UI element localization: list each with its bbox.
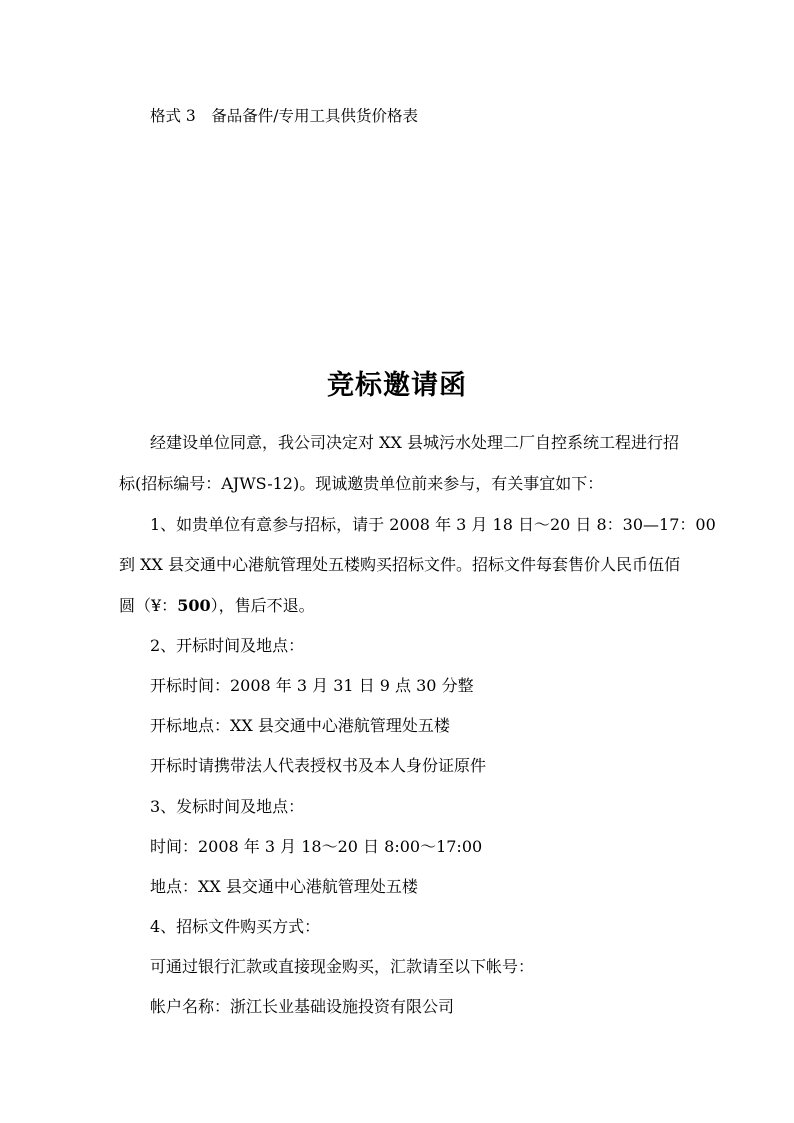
payment-note: 可通过银行汇款或直接现金购买，汇款请至以下帐号： (150, 957, 535, 976)
intro-line-1: 经建设单位同意，我公司决定对 XX 县城污水处理二厂自控系统工程进行招 (150, 433, 679, 452)
section1-line-1: 1、如贵单位有意参与招标，请于 2008 年 3 月 18 日～20 日 8：30—17：00 (150, 515, 716, 534)
price-amount: 500 (177, 596, 211, 615)
account-name: 帐户名称：浙江长业基础设施投资有限公司 (150, 997, 455, 1016)
intro-line-2: 标(招标编号：AJWS-12)。现诚邀贵单位前来参与，有关事宜如下： (119, 474, 604, 493)
section2-heading: 2、开标时间及地点： (150, 636, 305, 655)
issue-place: 地点：XX 县交通中心港航管理处五楼 (150, 877, 418, 896)
bid-opening-note: 开标时请携带法人代表授权书及本人身份证原件 (150, 756, 487, 775)
section4-heading: 4、招标文件购买方式： (150, 917, 321, 936)
price-prefix: 圆（¥： (119, 596, 178, 615)
bid-opening-time: 开标时间：2008 年 3 月 31 日 9 点 30 分整 (150, 676, 474, 695)
format-label: 格式 3 备品备件/专用工具供货价格表 (150, 107, 419, 125)
bid-opening-place: 开标地点：XX 县交通中心港航管理处五楼 (150, 716, 450, 735)
issue-time: 时间：2008 年 3 月 18～20 日 8:00～17:00 (150, 837, 483, 856)
section1-line-2: 到 XX 县交通中心港航管理处五楼购买招标文件。招标文件每套售价人民币伍佰 (119, 555, 680, 574)
section3-heading: 3、发标时间及地点： (150, 797, 305, 816)
price-suffix: ），售后不退。 (210, 596, 315, 615)
document-title: 竞标邀请函 (327, 370, 467, 401)
section1-line-3 (119, 596, 315, 616)
